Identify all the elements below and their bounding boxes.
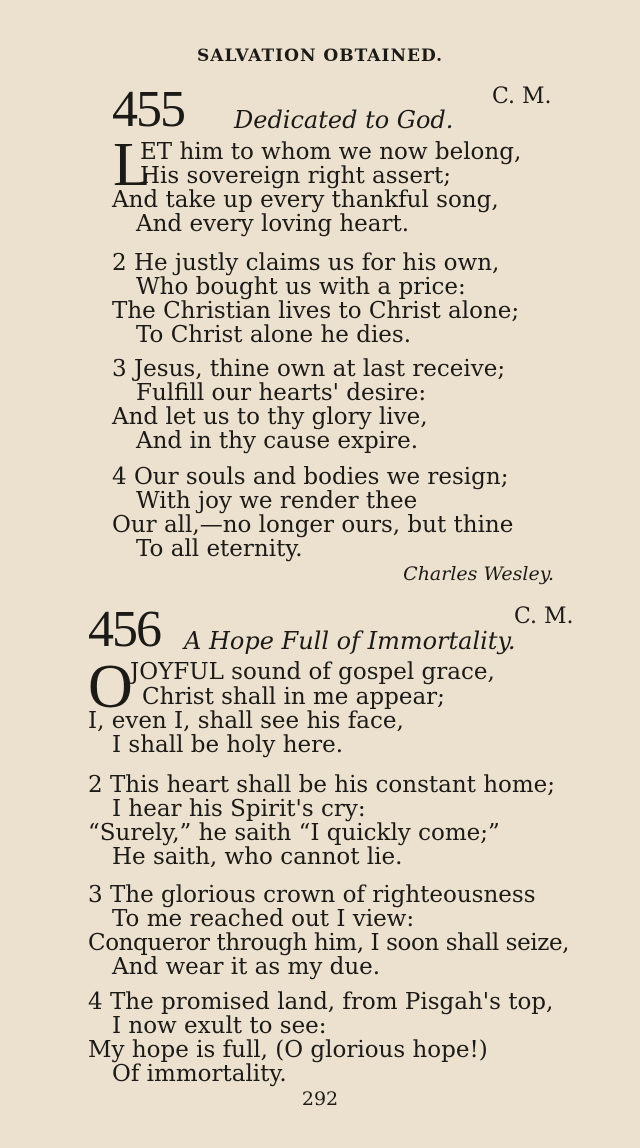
verse-line: I, even I, shall see his face, <box>88 708 404 734</box>
verse-line: To all eternity. <box>136 536 303 562</box>
hymn-title: Dedicated to God. <box>234 106 454 134</box>
verse-line: My hope is full, (O glorious hope!) <box>88 1037 488 1063</box>
verse-line: Who bought us with a price: <box>136 274 466 300</box>
verse-line: I now exult to see: <box>112 1013 327 1039</box>
running-head: SALVATION OBTAINED. <box>197 46 443 66</box>
verse-line: To Christ alone he dies. <box>136 322 412 348</box>
hymn-meter: C. M. <box>514 604 574 629</box>
verse-line: 2 This heart shall be his constant home; <box>88 772 556 798</box>
verse-line: And take up every thankful song, <box>112 187 499 213</box>
verse-line: I shall be holy here. <box>112 732 344 758</box>
hymn-number: 456 <box>88 601 160 658</box>
verse-line: And wear it as my due. <box>112 954 381 980</box>
drop-cap: L <box>113 131 151 199</box>
verse-line: Fulfill our hearts' desire: <box>136 380 427 406</box>
verse-line: ET him to whom we now belong, <box>140 139 522 165</box>
verse-line: 3 Jesus, thine own at last receive; <box>112 356 506 382</box>
verse-line: To me reached out I view: <box>112 906 415 932</box>
verse-line: 2 He justly claims us for his own, <box>112 250 500 276</box>
hymn-number: 455 <box>112 81 184 138</box>
verse-line: 4 The promised land, from Pisgah's top, <box>88 989 554 1015</box>
verse-line: JOYFUL sound of gospel grace, <box>130 659 495 685</box>
verse-line: I hear his Spirit's cry: <box>112 796 366 822</box>
verse-line: And in thy cause expire. <box>136 428 419 454</box>
verse-line: “Surely,” he saith “I quickly come;” <box>88 820 500 846</box>
hymn-title: A Hope Full of Immortality. <box>184 627 516 655</box>
verse-line: Conqueror through him, I soon shall seize, <box>88 930 570 956</box>
drop-cap: O <box>88 653 133 721</box>
verse-line: His sovereign right assert; <box>140 163 451 189</box>
verse-line: And let us to thy glory live, <box>112 404 428 430</box>
verse-line: The Christian lives to Christ alone; <box>112 298 520 324</box>
page-number: 292 <box>301 1088 339 1110</box>
verse-line: He saith, who cannot lie. <box>112 844 403 870</box>
verse-line: Christ shall in me appear; <box>142 684 445 710</box>
verse-line: With joy we render thee <box>136 488 418 514</box>
verse-line: Of immortality. <box>112 1061 287 1087</box>
verse-line: And every loving heart. <box>136 211 410 237</box>
hymn-author: Charles Wesley. <box>403 563 554 585</box>
verse-line: 4 Our souls and bodies we resign; <box>112 464 509 490</box>
hymn-meter: C. M. <box>492 84 552 109</box>
verse-line: Our all,—no longer ours, but thine <box>112 512 514 538</box>
verse-line: 3 The glorious crown of righteousness <box>88 882 536 908</box>
